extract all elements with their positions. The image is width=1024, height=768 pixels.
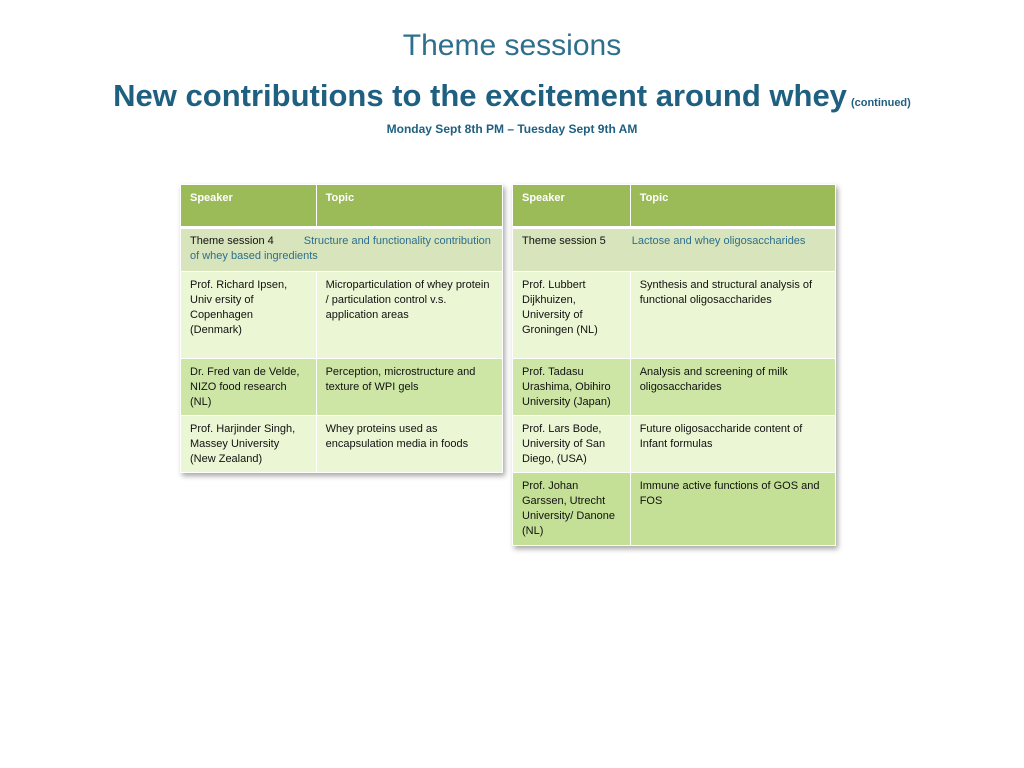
speaker-column-header: Speaker — [513, 185, 631, 228]
table-row — [181, 272, 503, 359]
subtitle-text: New contributions to the excitement around whey — [113, 78, 847, 113]
session-label: Theme session 4 — [190, 235, 274, 247]
speaker-cell: Prof. Lubbert Dijkhuizen, University of Groningen (NL) — [513, 272, 631, 359]
theme-session-4-table — [180, 184, 503, 473]
speaker-cell: Prof. Tadasu Urashima, Obihiro University (Japan) — [513, 359, 631, 416]
session-title-row — [181, 228, 503, 272]
table-row — [513, 272, 836, 359]
session-dates: Monday Sept 8th PM – Tuesday Sept 9th AM — [386, 122, 638, 136]
speaker-cell: Prof. Johan Garssen, Utrecht University/ Danone (NL) — [513, 473, 631, 546]
topic-cell: Perception, microstructure and texture of WPI gels — [316, 359, 502, 416]
session-topic: Lactose and whey oligosaccharides — [631, 235, 806, 247]
table-row — [513, 473, 836, 546]
slide-title: Theme sessions — [402, 29, 622, 62]
table-row — [181, 359, 503, 416]
speaker-cell: Prof. Harjinder Singh, Massey University (New Zealand) — [181, 416, 317, 473]
slide-subtitle — [0, 77, 1024, 122]
session-topic: Structure and functionality contribution of whey based ingredients — [190, 235, 491, 262]
table-header-row — [513, 185, 836, 228]
table-row — [513, 416, 836, 473]
session-title-cell — [513, 228, 836, 272]
topic-cell: Whey proteins used as encapsulation media in foods — [316, 416, 502, 473]
speaker-cell: Dr. Fred van de Velde, NIZO food research (NL) — [181, 359, 317, 416]
table-header-row — [181, 185, 503, 228]
session-label: Theme session 5 — [522, 235, 606, 247]
topic-cell: Analysis and screening of milk oligosaccharides — [630, 359, 835, 416]
topic-cell: Immune active functions of GOS and FOS — [630, 473, 835, 546]
topic-cell: Future oligosaccharide content of Infant formulas — [630, 416, 835, 473]
speaker-cell: Prof. Lars Bode, University of San Diego, (USA) — [513, 416, 631, 473]
continued-note: (continued) — [850, 97, 911, 109]
speaker-column-header: Speaker — [181, 185, 317, 228]
theme-session-5-table — [512, 184, 836, 546]
topic-cell: Synthesis and structural analysis of functional oligosaccharides — [630, 272, 835, 359]
session-title-cell — [181, 228, 503, 272]
table-row — [513, 359, 836, 416]
topic-column-header: Topic — [630, 185, 835, 228]
topic-column-header: Topic — [316, 185, 502, 228]
topic-cell: Microparticulation of whey protein / particulation control v.s. application areas — [316, 272, 502, 359]
speaker-cell: Prof. Richard Ipsen, Univ ersity of Copenhagen (Denmark) — [181, 272, 317, 359]
table-row — [181, 416, 503, 473]
session-title-row — [513, 228, 836, 272]
